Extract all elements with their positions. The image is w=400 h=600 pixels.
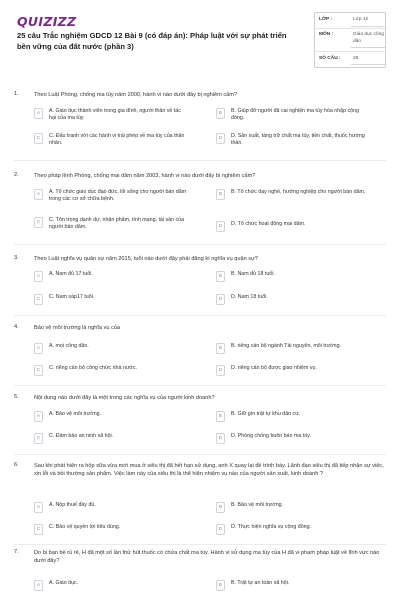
option-letter-badge: B xyxy=(216,271,225,282)
subject-value: Giáo dục công dân xyxy=(353,32,384,44)
option-letter-badge: D xyxy=(216,221,225,232)
option-text: D. Phòng chống buôn bán ma túy. xyxy=(231,433,311,439)
option-letter-badge: B xyxy=(216,502,225,513)
class-value: Lớp 12 xyxy=(353,17,369,22)
option-text: D. Sản xuất, tàng trữ chất ma túy, tiền chất, thuốc hướng thần. xyxy=(231,133,365,147)
question-divider xyxy=(14,244,386,245)
option-letter-badge: B xyxy=(216,108,225,119)
option-text: A. Giáo dục. xyxy=(49,580,79,586)
option-letter-badge: C xyxy=(34,133,43,144)
option-letter-badge: B xyxy=(216,189,225,200)
count-value: 25 xyxy=(353,56,359,61)
question-divider xyxy=(14,544,386,545)
option-text: C. Đảm bảo an ninh xã hội. xyxy=(49,433,114,439)
question-text: Bảo vệ môi trường là nghĩa vụ của xyxy=(34,325,121,331)
option-text: B. Trật tự an toàn xã hội. xyxy=(231,580,290,586)
option-letter-badge: A xyxy=(34,189,43,200)
option-letter-badge: C xyxy=(34,365,43,376)
option-letter-badge: A xyxy=(34,502,43,513)
question-divider xyxy=(14,160,386,161)
question-text: Theo pháp lệnh Phòng, chống mại dâm năm 2003, hành vi nào dưới đây bị nghiêm cấm? xyxy=(34,173,256,179)
option-letter-badge: C xyxy=(34,294,43,305)
question-text: Theo Luật Phòng, chống ma túy năm 2000, hành vi nào dưới đây bị nghiêm cấm? xyxy=(34,92,238,98)
option-text: C. Bảo vệ quyền lợi tiêu dùng. xyxy=(49,524,121,530)
option-text: B. Tổ chức dạy nghề, hướng nghiệp cho người bán dâm. xyxy=(231,189,366,195)
option-text: C. Nam sáp17 tuổi. xyxy=(49,294,95,300)
question-number: 5. xyxy=(14,394,19,400)
subject-underline xyxy=(351,47,385,48)
option-letter-badge: A xyxy=(34,271,43,282)
option-text: A. Bảo vệ môi trường. xyxy=(49,411,102,417)
quizizz-logo: QUIZIZZ xyxy=(17,14,77,29)
question-text: Do bị bạn bè rủ rê, H đã một số lần thử hút thuốc có chứa chất ma túy. Hành vi sử dụng ma túy của H đã vi phạm pháp luật về lĩnh vực nào dưới đây? xyxy=(34,550,380,564)
option-letter-badge: C xyxy=(34,524,43,535)
option-text: D. Tổ chức hoạt động mại dâm. xyxy=(231,221,306,227)
option-letter-badge: D xyxy=(216,133,225,144)
question-number: 3. xyxy=(14,255,19,261)
option-text: A. Tổ chức giáo dục đạo đức, lối sống cho người bán dâm trong các cơ sở chữa bệnh. xyxy=(49,189,187,203)
option-text: D. Thực hiện nghĩa vụ cộng đồng. xyxy=(231,524,312,530)
option-text: C. Đấu tranh với các hành vi trái phép về ma túy của thân nhân. xyxy=(49,133,185,147)
option-text: B. Bảo vệ môi trường. xyxy=(231,502,284,508)
option-letter-badge: A xyxy=(34,343,43,354)
option-letter-badge: D xyxy=(216,365,225,376)
option-letter-badge: A xyxy=(34,580,43,591)
question-number: 6. xyxy=(14,462,19,468)
option-text: C. riêng cán bộ công chức nhà nước. xyxy=(49,365,138,371)
option-text: B. Nam đủ 18 tuổi. xyxy=(231,271,275,277)
meta-divider xyxy=(315,28,387,29)
option-letter-badge: D xyxy=(216,294,225,305)
class-underline xyxy=(351,26,385,27)
question-divider xyxy=(14,315,386,316)
document-title: 25 câu Trắc nghiệm GDCD 12 Bài 9 (có đáp án): Pháp luật với sự phát triển bền vững của đất nước (phần 3) xyxy=(17,31,287,51)
question-divider xyxy=(14,385,386,386)
option-text: B. Giúp đỡ người đã cai nghiện ma túy hòa nhập cộng đồng. xyxy=(231,108,359,122)
option-text: B. riêng cán bộ ngành Tài nguyên, môi trường. xyxy=(231,343,341,349)
option-letter-badge: B xyxy=(216,343,225,354)
question-number: 4. xyxy=(14,324,19,330)
option-letter-badge: D xyxy=(216,433,225,444)
option-letter-badge: C xyxy=(34,217,43,228)
option-letter-badge: A xyxy=(34,108,43,119)
question-text: Nội dung nào dưới đây là một trong các nghĩa vụ của người kinh doanh? xyxy=(34,395,215,401)
question-divider xyxy=(14,454,386,455)
option-text: A. Nam đủ 17 tuổi. xyxy=(49,271,93,277)
class-label: LỚP : xyxy=(319,17,333,22)
count-label: SỐ CÂU : xyxy=(319,56,341,61)
option-text: A. Nộp thuế đầy đủ. xyxy=(49,502,96,508)
subject-label: MÔN : xyxy=(319,32,334,37)
option-text: B. Giữ gìn trật tự khu dân cư. xyxy=(231,411,301,417)
meta-divider xyxy=(315,51,387,52)
meta-info-box xyxy=(314,12,386,68)
option-letter-badge: B xyxy=(216,580,225,591)
question-number: 1. xyxy=(14,91,19,97)
option-text: C. Tôn trọng danh dự, nhân phẩm, tính mạng, tài sản của người bán dâm. xyxy=(49,217,185,231)
count-underline xyxy=(351,64,385,65)
option-letter-badge: A xyxy=(34,411,43,422)
option-letter-badge: D xyxy=(216,524,225,535)
question-number: 2. xyxy=(14,172,19,178)
question-text: Sau khi phát hiện ra hộp sữa vừa mới mua ở siêu thị đã hết hạn sử dụng, anh X quay lại đề trình bày. Lãnh đạo siêu thị đã tiếp nhận sự việc, xin lỗi và bồi thường sản phẩm. Việc làm này của siêu thị là thể hiện nhiệm vụ nào của người sản xuất, kinh doanh ? xyxy=(34,463,384,477)
option-letter-badge: B xyxy=(216,411,225,422)
question-number: 7. xyxy=(14,549,19,555)
option-text: D. Nam 18 tuổi. xyxy=(231,294,268,300)
question-text: Theo Luật nghĩa vụ quân sự năm 2015, tuổi nào dưới đây phải đăng kí nghĩa vụ quân sự? xyxy=(34,256,258,262)
option-text: A. Giáo dục thành viên trong gia đình, người thân về tác hại của ma túy. xyxy=(49,108,181,122)
option-text: D. riêng cán bộ được giao nhiệm vụ. xyxy=(231,365,317,371)
option-text: A. mọi công dân. xyxy=(49,343,89,349)
page-header xyxy=(0,0,400,80)
option-letter-badge: C xyxy=(34,433,43,444)
